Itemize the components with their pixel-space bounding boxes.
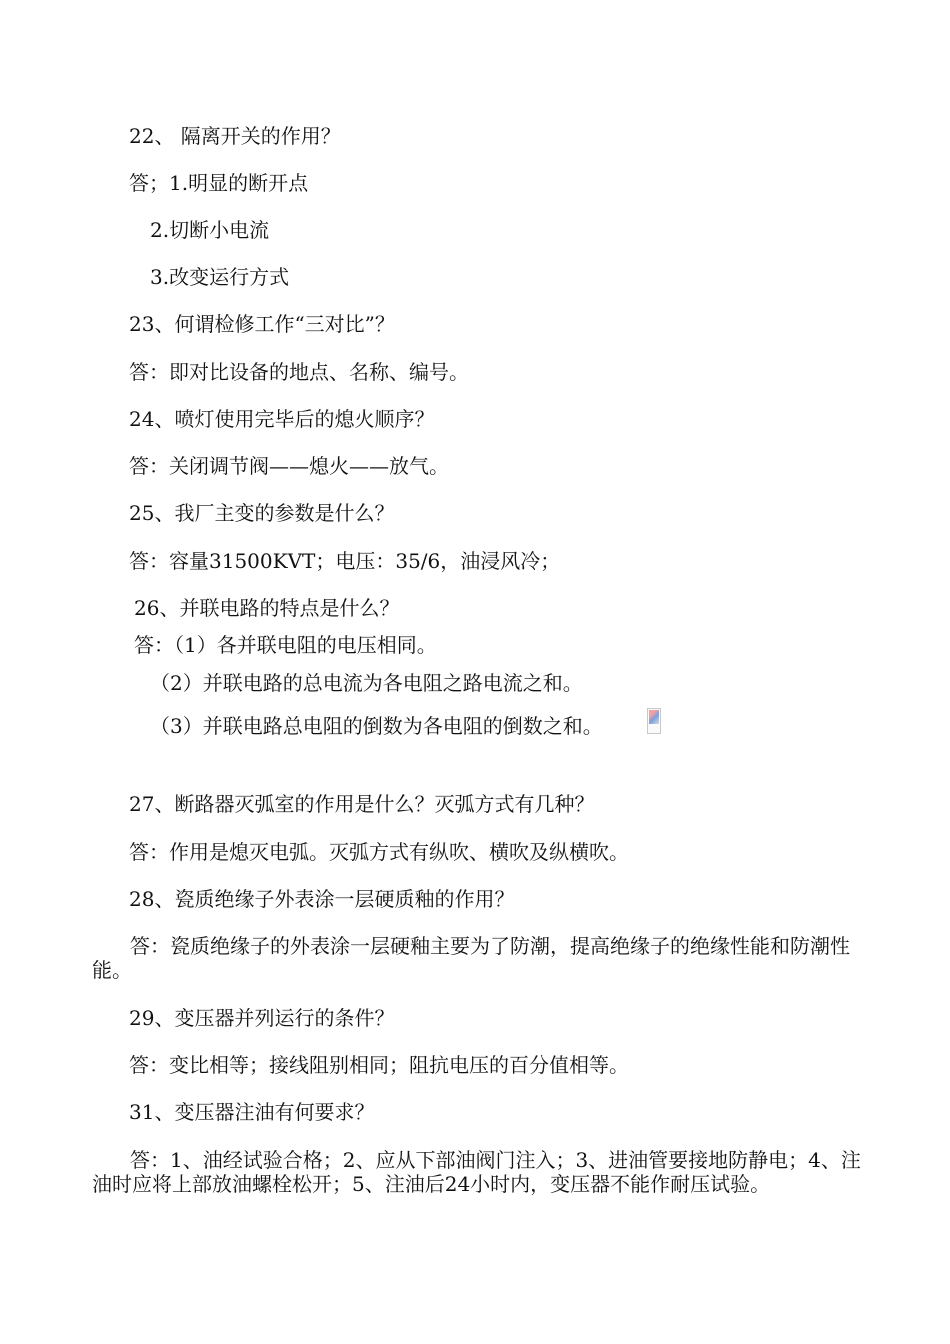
answer-22-line-1: 答；1.明显的断开点 bbox=[129, 171, 309, 195]
answer-26-line-2: （2）并联电路的总电流为各电阻之路电流之和。 bbox=[150, 671, 583, 695]
answer-24: 答：关闭调节阀——熄火——放气。 bbox=[129, 454, 449, 478]
question-27: 27、断路器灭弧室的作用是什么？灭弧方式有几种？ bbox=[129, 792, 595, 816]
answer-29: 答：变比相等；接线阻别相同；阻抗电压的百分值相等。 bbox=[129, 1053, 629, 1077]
question-28: 28、瓷质绝缘子外表涂一层硬质釉的作用？ bbox=[129, 887, 515, 911]
answer-28: 答：瓷质绝缘子的外表涂一层硬釉主要为了防潮，提高绝缘子的绝缘性能和防潮性能。 bbox=[92, 934, 850, 982]
question-25: 25、我厂主变的参数是什么？ bbox=[129, 501, 395, 525]
question-23: 23、何谓检修工作“三对比”？ bbox=[129, 312, 395, 336]
answer-31: 答：1、油经试验合格；2、应从下部油阀门注入；3、进油管要接地防静电；4、注油时应将上部放油螺栓松开；5、注油后24小时内，变压器不能作耐压试验。 bbox=[92, 1148, 861, 1196]
answer-26-line-1: 答：（1）各并联电阻的电压相同。 bbox=[134, 633, 437, 657]
question-24: 24、喷灯使用完毕后的熄火顺序？ bbox=[129, 407, 435, 431]
question-31: 31、变压器注油有何要求？ bbox=[129, 1100, 375, 1124]
answer-25: 答：容量31500KVT；电压：35/6，油浸风冷； bbox=[129, 549, 561, 573]
broken-image-icon bbox=[647, 708, 661, 734]
answer-22-line-3: 3.改变运行方式 bbox=[150, 265, 290, 289]
answer-22-line-2: 2.切断小电流 bbox=[150, 218, 270, 242]
answer-27: 答：作用是熄灭电弧。灭弧方式有纵吹、横吹及纵横吹。 bbox=[129, 840, 629, 864]
question-29: 29、变压器并列运行的条件？ bbox=[129, 1006, 395, 1030]
answer-26-line-3: （3）并联电路总电阻的倒数为各电阻的倒数之和。 bbox=[150, 714, 603, 738]
question-22: 22、 隔离开关的作用？ bbox=[129, 124, 341, 148]
question-26: 26、并联电路的特点是什么？ bbox=[134, 596, 400, 620]
answer-23: 答：即对比设备的地点、名称、编号。 bbox=[129, 360, 469, 384]
